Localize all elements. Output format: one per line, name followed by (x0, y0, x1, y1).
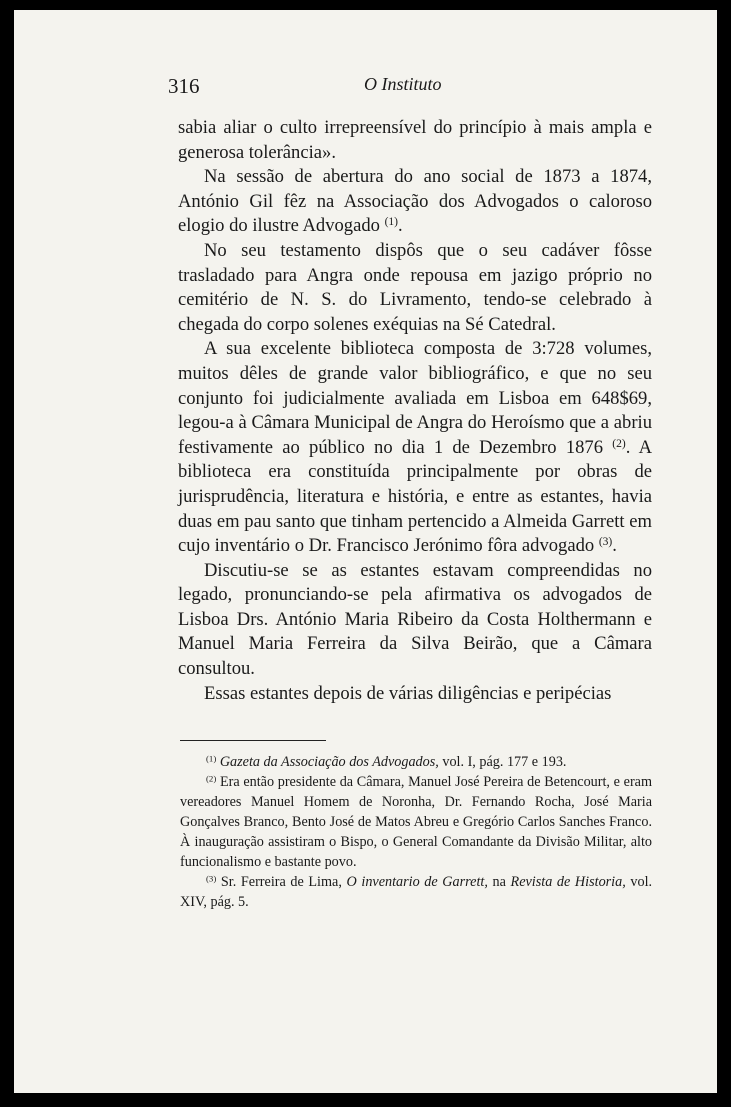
footnote-ref: (3) (598, 536, 613, 549)
paragraph: No seu testamento dispôs que o seu cadáver fôsse trasladado para Angra onde repousa em jazigo próprio no cemitério de N. S. do Livramento, tendo-se celebrado à chegada do corpo solenes exéquias na Sé Catedral. (178, 239, 652, 335)
footnote: $^{(2)}$ Era então presidente da Câmara, Manuel José Pereira de Betencourt, e eram vereadores Manuel Homem de Noronha, Dr. Fernando Rocha, José Maria Gonçalves Branco, Bento José de Matos Abreu e Gregório Carlos Sanches Franco. À inauguração assistiram o Bispo, o General Comandante da Divisão Militar, alto funcionalismo e bastante povo. (180, 773, 653, 870)
paragraph: sabia aliar o culto irrepreensível do princípio à mais ampla e generosa tolerância». (178, 117, 652, 163)
paragraph: Essas estantes depois de várias diligências e peripécias (204, 682, 612, 704)
footnote-rule (180, 740, 326, 741)
running-title: O Instituto (364, 74, 442, 94)
page-number: 316 (168, 74, 200, 98)
paragraph: Na sessão de abertura do ano social de 1873 a 1874, António Gil fêz na Associação dos Advogados o caloroso elogio do ilustre Advogado $^{(1)}$. (178, 166, 652, 237)
footnotes (180, 752, 652, 912)
book-page (14, 10, 717, 1093)
footnote-ref: (1) (384, 216, 399, 229)
body-text (178, 116, 652, 706)
page-header (164, 74, 654, 100)
paragraph: A sua excelente biblioteca composta de 3:728 volumes, muitos dêles de grande valor bibliográfico, e que no seu conjunto foi judicialmente avaliada em Lisboa em 648$69, legou-a à Câmara Municipal de Angra do Heroísmo que a abriu festivamente ao público no dia 1 de Dezembro 1876 $^{(2)}$. A biblioteca era constituída principalmente por obras de jurisprudência, literatura e história, e entre as estantes, havia duas em pau santo que tinham pertencido a Almeida Garrett em cujo inventário o Dr. Francisco Jerónimo fôra advogado $^{(3)}$. (178, 338, 653, 557)
paragraph: Discutiu-se se as estantes estavam compreendidas no legado, pronunciando-se pela afirmativa os advogados de Lisboa Drs. António Maria Ribeiro da Costa Holthermann e Manuel Maria Ferreira da Silva Beirão, que a Câmara consultou. (178, 559, 652, 680)
footnote: $^{(1)}$ Gazeta da Associação dos Advogados, vol. I, pág. 177 e 193. (206, 753, 567, 770)
footnote-ref: (2) (612, 437, 626, 450)
footnote: $^{(3)}$ Sr. Ferreira de Lima, O inventario de Garrett, na Revista de Historia, vol. XIV, pág. 5. (180, 873, 653, 910)
